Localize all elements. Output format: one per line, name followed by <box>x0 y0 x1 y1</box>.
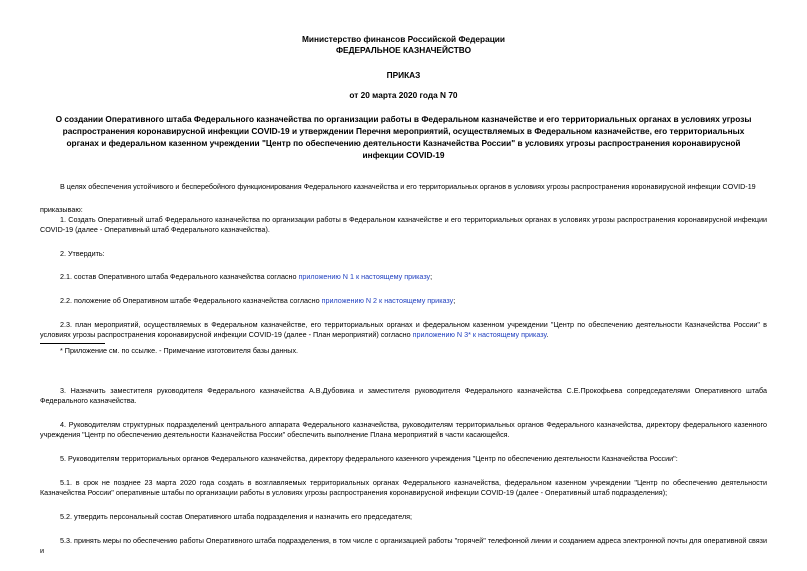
appendix-2-link[interactable]: приложению N 2 к настоящему приказу <box>321 296 454 305</box>
paragraph-2-1-text: 2.1. состав Оперативного штаба Федерального казначейства согласно <box>60 272 299 281</box>
paragraph-2: 2. Утвердить: <box>60 249 105 258</box>
paragraph-5-1: 5.1. в срок не позднее 23 марта 2020 года создать в возглавляемых территориальных органах Федерального казначейства, федеральном казенном учреждении "Центр по обеспечению деятельности Казначейства России" оперативные штабы по организации работы в условиях угрозы распространения коронавирусной инфекции COVID-19 (далее - Оперативный штаб подразделения); <box>40 478 767 497</box>
paragraph-2-3 <box>40 320 767 340</box>
paragraph-2-2 <box>40 296 767 306</box>
preamble: В целях обеспечения устойчивого и бесперебойного функционирования Федерального казначейства и его территориальных органов в условиях угрозы распространения коронавирусной инфекции COVID-19 <box>60 182 756 191</box>
document-page <box>40 34 767 556</box>
ministry-name: Министерство финансов Российской Федерации <box>301 34 506 44</box>
paragraph-5-2: 5.2. утвердить персональный состав Оперативного штаба подразделения и назначить его председателя; <box>60 512 413 521</box>
paragraph-1: 1. Создать Оперативный штаб Федерального казначейства по организации работы в Федеральном казначействе и его территориальных органах в условиях угрозы распространения коронавирусной инфекции COVID-19 (далее - Оперативный штаб Федерального казначейства). <box>40 215 767 234</box>
appendix-3-link[interactable]: приложению N 3* к настоящему приказу <box>412 330 547 339</box>
paragraph-2-2-end: ; <box>453 296 456 305</box>
paragraph-2-3-text: 2.3. план мероприятий, осуществляемых в Федеральном казначействе, его территориальных органах и федеральном казенном учреждении "Центр по обеспечению деятельности Казначейства России" в условиях угрозы распространения коронавирусной инфекции COVID-19 (далее - План мероприятий) согласно <box>40 320 767 339</box>
paragraph-4: 4. Руководителям структурных подразделений центрального аппарата Федерального казначейства, руководителям территориальных органов Федерального казначейства, директору федерального казенного учреждения "Центр по обеспечению деятельности Казначейства России" обеспечить выполнение Плана мероприятий в части касающейся. <box>40 420 767 439</box>
paragraph-5: 5. Руководителям территориальных органов Федерального казначейства, директору федерального казенного учреждения "Центр по обеспечению деятельности Казначейства России": <box>60 454 678 463</box>
paragraph-2-2-text: 2.2. положение об Оперативном штабе Федерального казначейства согласно <box>60 296 322 305</box>
paragraph-5-3: 5.3. принять меры по обеспечению работы Оперативного штаба подразделения, в том числе с организацией работы "горячей" телефонной линии и созданием адреса электронной почты для оперативной связи и <box>40 536 767 555</box>
doc-date: от 20 марта 2020 года N 70 <box>349 90 458 100</box>
appendix-1-link[interactable]: приложению N 1 к настоящему приказу <box>298 272 431 281</box>
document-title: О создании Оперативного штаба Федерального казначейства по организации работы в Федеральном казначействе и его территориальных органах в условиях угрозы распространения коронавирусной инфекции COVID-19 и утверждении Перечня мероприятий, осуществляемых в Федеральном казначействе, его территориальных органах и федеральном казенном учреждении "Центр по обеспечению деятельности Казначейства России" в условиях угрозы распространения коронавирусной инфекции COVID-19 <box>55 114 752 160</box>
treasury-name: ФЕДЕРАЛЬНОЕ КАЗНАЧЕЙСТВО <box>335 45 472 55</box>
footnote: * Приложение см. по ссылке. - Примечание изготовителя базы данных. <box>60 346 299 355</box>
paragraph-3: 3. Назначить заместителя руководителя Федерального казначейства А.В.Дубовика и заместителя руководителя Федерального казначейства С.Е.Прокофьева сопредседателями Оперативного штаба Федерального казначейства. <box>40 386 767 405</box>
paragraph-2-1-end: ; <box>430 272 433 281</box>
doc-type: ПРИКАЗ <box>386 70 421 80</box>
footnote-divider <box>40 343 105 344</box>
paragraph-2-3-end: . <box>546 330 549 339</box>
paragraph-2-1 <box>40 272 767 282</box>
order-word: приказываю: <box>40 205 83 214</box>
